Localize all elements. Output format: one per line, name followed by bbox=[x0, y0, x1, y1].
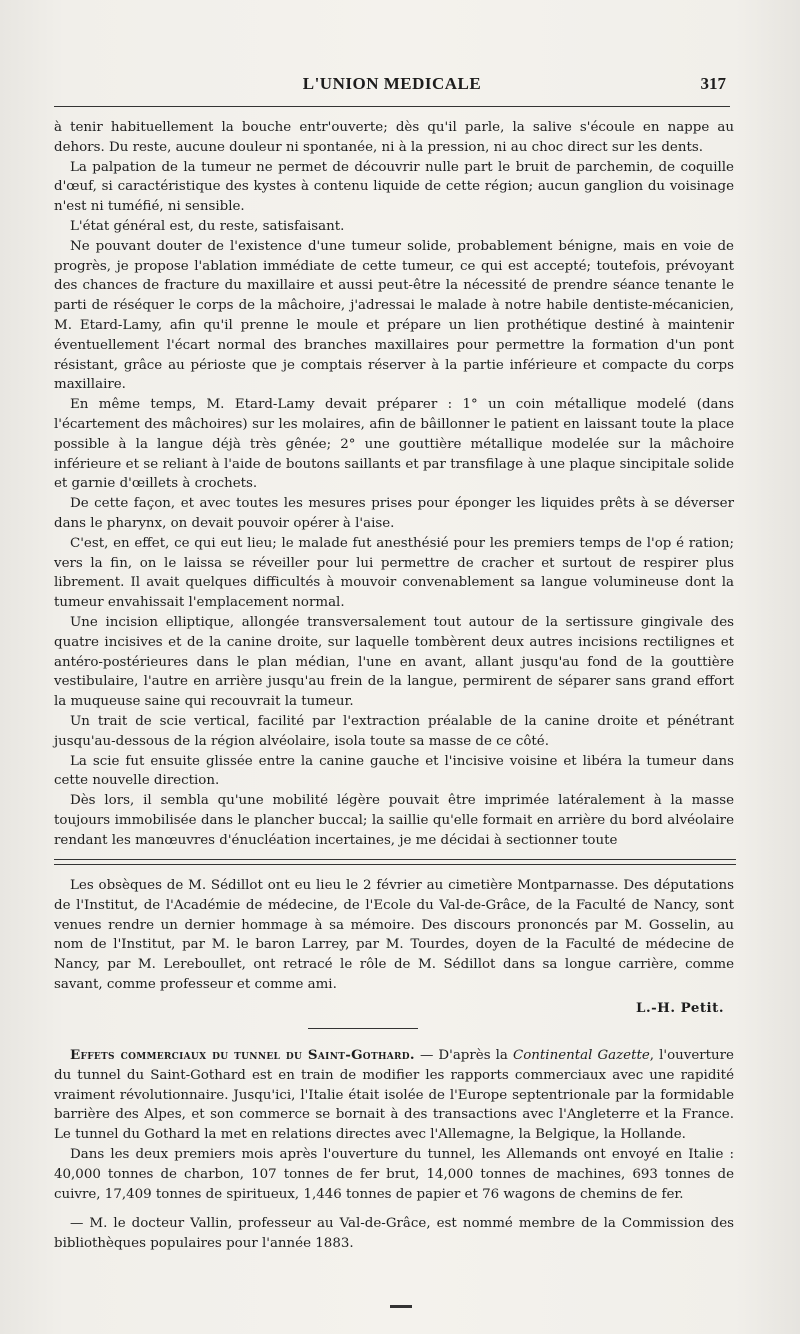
author-signature: L.-H. Petit. bbox=[636, 1000, 724, 1016]
section-double-rule bbox=[54, 859, 736, 865]
page-header bbox=[52, 74, 732, 98]
header-rule bbox=[54, 106, 730, 107]
news-paragraph bbox=[54, 1046, 734, 1145]
obituary-notice bbox=[54, 876, 734, 995]
paragraph: C'est, en effet, ce qui eut lieu; le malade fut anesthésié pour les premiers temps de l'op é ration; vers la fin, on le laissa se réveiller pour lui permettre de cracher et surtout de respirer plus librement. Il avait quelques difficultés à mouvoir convenablement sa langue volumineuse dont la tumeur envahissait l'emplacement normal. bbox=[54, 535, 734, 611]
news-body: , l'ouverture du tunnel du Saint-Gothard est en train de modifier les rapports commerciaux avec une rapidité vraiment révolutionnaire. Jusqu'ici, l'Italie était isolée de l'Europe septentrionale par la formidable barrière des Alpes, et son commerce se bornait à des transactions avec l'Angleterre et la France. Le tunnel du Gothard la met en relations directes avec l'Allemagne, la Belgique, la Hollande. bbox=[54, 1048, 734, 1143]
paragraph: à tenir habituellement la bouche entr'ouverte; dès qu'il parle, la salive s'écoule en nappe au dehors. Du reste, aucune douleur ni spontanée, ni à la pression, ni au choc direct sur les dents. bbox=[54, 120, 734, 155]
footer-mark bbox=[390, 1305, 412, 1308]
news-source: Continental Gazette bbox=[512, 1048, 650, 1063]
short-separator-rule bbox=[308, 1028, 418, 1029]
notice-paragraph: Les obsèques de M. Sédillot ont eu lieu le 2 février au cimetière Montparnasse. Des députations de l'Institut, de l'Académie de médecine, de l'Ecole du Val-de-Grâce, de la Faculté de Nancy, sont venues rendre un dernier hommage à sa mémoire. Des discours prononcés par M. Gosselin, au nom de l'Institut, par M. le baron Larrey, par M. Tourdes, doyen de la Faculté de médecine de Nancy, par M. Lereboullet, ont retracé le rôle de M. Sédillot dans sa longue carrière, comme savant, comme professeur et comme ami. bbox=[54, 878, 734, 992]
news-paragraph: Dans les deux premiers mois après l'ouverture du tunnel, les Allemands ont envoyé en Italie : 40,000 tonnes de charbon, 107 tonnes de fer brut, 14,000 tonnes de machines, 693 tonnes de cuivre, 17,409 tonnes de spiritueux, 1,446 tonnes de papier et 76 wagons de chemins de fer. bbox=[54, 1146, 734, 1202]
news-paragraph: — M. le docteur Vallin, professeur au Val-de-Grâce, est nommé membre de la Commission des bibliothèques populaires pour l'année 1883. bbox=[54, 1216, 734, 1252]
main-article-text bbox=[54, 118, 734, 850]
paragraph: La scie fut ensuite glissée entre la canine gauche et l'incisive voisine et libéra la tumeur dans cette nouvelle direction. bbox=[54, 753, 734, 789]
paragraph: Un trait de scie vertical, facilité par l'extraction préalable de la canine droite et pénétrant jusqu'au-dessous de la région alvéolaire, isola toute sa masse de ce côté. bbox=[54, 713, 734, 749]
paragraph: Une incision elliptique, allongée transversalement tout autour de la sertissure gingivale des quatre incisives et de la canine droite, sur laquelle tombèrent deux autres incisions rectilignes et antéro-postérieures dans le plan médian, l'une en avant, allant jusqu'au fond de la gouttière vestibulaire, l'autre en arrière jusqu'au frein de la langue, permirent de séparer sans grand effort la muqueuse saine qui recouvrait la tumeur. bbox=[54, 614, 734, 710]
running-title: L'UNION MEDICALE bbox=[302, 74, 482, 93]
paragraph: En même temps, M. Etard-Lamy devait préparer : 1° un coin métallique modelé (dans l'écartement des mâchoires) sur les molaires, afin de bâillonner le patient en laissant toute la place possible à la langue déjà très gênée; 2° une gouttière métallique modelée sur la mâchoire inférieure et se reliant à l'aide de boutons saillants et par transfilage à une plaque sincipitale solide et garnie d'œillets à crochets. bbox=[54, 397, 734, 492]
news-heading: Effets commerciaux du tunnel du Saint-Gothard. bbox=[70, 1047, 415, 1063]
paragraph: L'état général est, du reste, satisfaisant. bbox=[70, 218, 345, 234]
news-lead-in: — D'après la bbox=[414, 1048, 513, 1063]
paragraph: De cette façon, et avec toutes les mesures prises pour éponger les liquides prêts à se déverser dans le pharynx, on devait pouvoir opérer à l'aise. bbox=[54, 496, 734, 531]
news-section bbox=[54, 1046, 734, 1254]
paragraph: Dès lors, il sembla qu'une mobilité légère pouvait être imprimée latéralement à la masse toujours immobilisée dans le plancher buccal; la saillie qu'elle formait en arrière du bord alvéolaire rendant les manœuvres d'énucléation incertaines, je me décidai à sectionner toute bbox=[54, 793, 734, 848]
paragraph: Ne pouvant douter de l'existence d'une tumeur solide, probablement bénigne, mais en voie de progrès, je propose l'ablation immédiate de cette tumeur, ce qui est accepté; toutefois, prévoyant des chances de fracture du maxillaire et aussi peut-être la nécessité de prendre séance tenante le parti de réséquer le corps de la mâchoire, j'adressai le malade à notre habile dentiste-mécanicien, M. Etard-Lamy, afin qu'il prenne le moule et prépare un lien prothétique destiné à maintenir éventuellement l'écart normal des branches maxillaires pour permettre la formation d'un pont résistant, grâce au périoste que je comptais réserver à la partie inférieure et compacte du corps maxillaire. bbox=[54, 238, 734, 393]
page-number: 317 bbox=[700, 74, 726, 93]
paragraph: La palpation de la tumeur ne permet de découvrir nulle part le bruit de parchemin, de coquille d'œuf, si caractéristique des kystes à contenu liquide de cette région; aucun ganglion du voisinage n'est ni tuméfié, ni sensible. bbox=[54, 159, 734, 215]
